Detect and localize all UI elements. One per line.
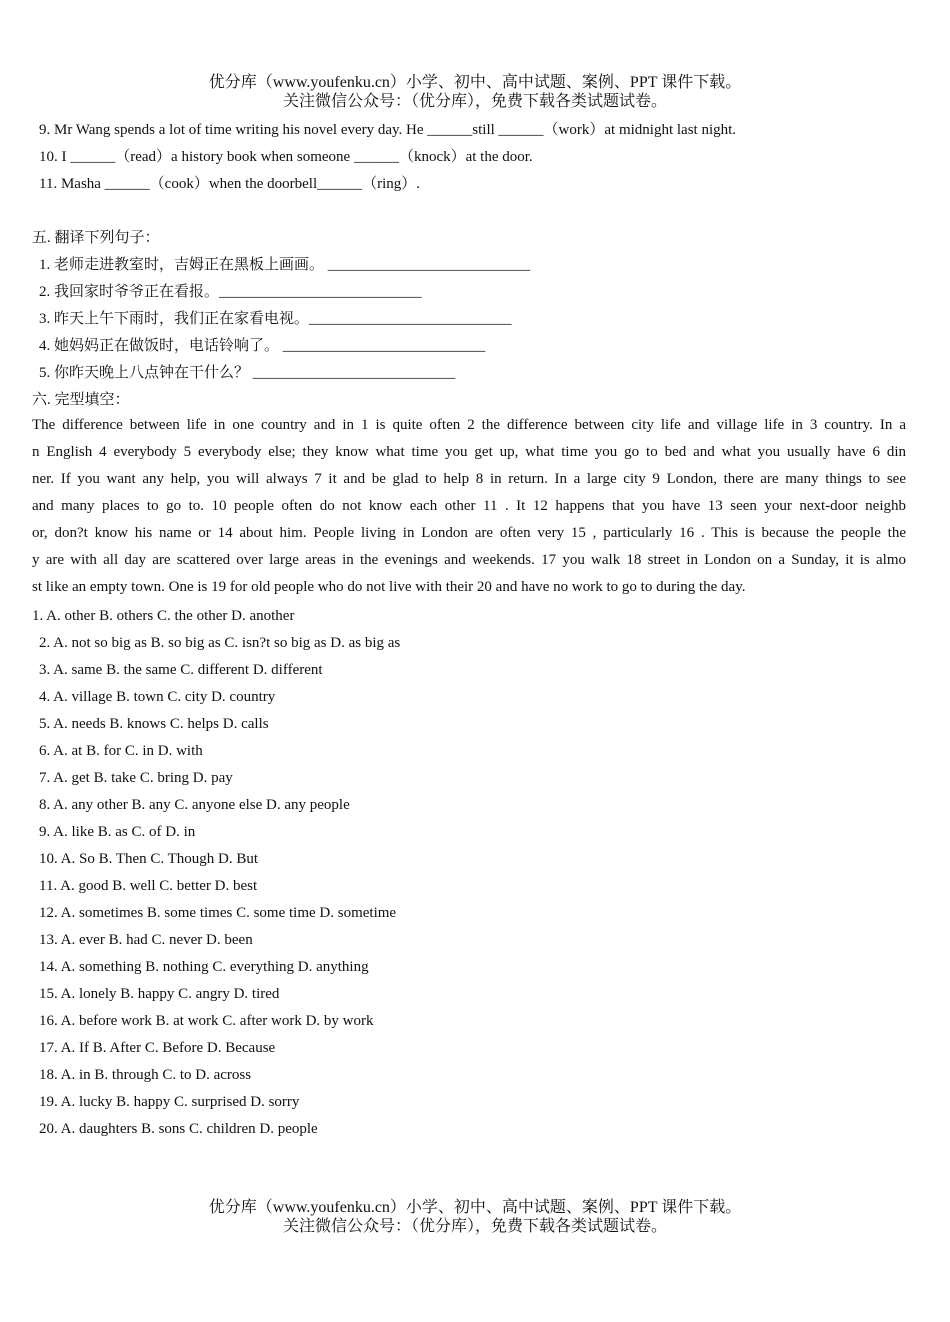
translate-item-5: 5. 你昨天晚上八点钟在干什么？ ___________________________ — [39, 365, 456, 381]
passage-line: The difference between life in one country and in 1 is quite often 2 the difference between city life and village life in 3 country. In a — [32, 417, 906, 433]
header-line-2: 关注微信公众号：（优分库），免费下载各类试题试卷。 — [282, 93, 667, 110]
translate-item-3: 3. 昨天上午下雨时，我们正在家看电视。___________________________ — [39, 311, 512, 327]
fill-item-10: 10. I ______（read）a history book when someone ______（knock）at the door. — [39, 149, 533, 165]
passage-line: and many places to go to. 10 people often do not know each other 11 . It 12 happens that you have 13 seen your next-door neighb — [32, 498, 906, 514]
passage-line: n English 4 everybody 5 everybody else; they know what time you get up, what time you go to bed and what you usually have 6 din — [32, 444, 906, 460]
passage-line: y are with all day are scattered over large areas in the evenings and weekends. 17 you walk 18 street in London on a Sunday, it is almo — [32, 552, 906, 568]
translate-item-2: 2. 我回家时爷爷正在看报。___________________________ — [39, 284, 422, 300]
fill-item-11: 11. Masha ______（cook）when the doorbell______（ring）. — [39, 176, 421, 192]
translate-item-4: 4. 她妈妈正在做饭时，电话铃响了。 ___________________________ — [39, 338, 486, 354]
footer-line-1: 优分库（www.youfenku.cn）小学、初中、高中试题、案例、PPT 课件下载。 — [208, 1199, 742, 1216]
option-row-14: 14. A. something B. nothing C. everything D. anything — [39, 959, 369, 975]
page-footer — [0, 1198, 950, 1236]
option-row-10: 10. A. So B. Then C. Though D. But — [39, 851, 259, 867]
option-row-18: 18. A. in B. through C. to D. across — [39, 1067, 252, 1083]
option-row-7: 7. A. get B. take C. bring D. pay — [39, 770, 233, 786]
section-6-title: 六. 完型填空： — [32, 392, 130, 408]
option-row-1: 1. A. other B. others C. the other D. another — [32, 608, 295, 624]
option-row-20: 20. A. daughters B. sons C. children D. people — [39, 1121, 318, 1137]
option-row-16: 16. A. before work B. at work C. after work D. by work — [39, 1013, 374, 1029]
option-row-12: 12. A. sometimes B. some times C. some time D. sometime — [39, 905, 397, 921]
fill-item-9: 9. Mr Wang spends a lot of time writing his novel every day. He ______still ______（work）at midnight last night. — [39, 122, 737, 138]
option-row-3: 3. A. same B. the same C. different D. different — [39, 662, 323, 678]
option-row-15: 15. A. lonely B. happy C. angry D. tired — [39, 986, 280, 1002]
header-line-1: 优分库（www.youfenku.cn）小学、初中、高中试题、案例、PPT 课件下载。 — [208, 74, 742, 91]
passage-line: or, don?t know his name or 14 about him. People living in London are often very 15 , particularly 16 . This is because the people the — [32, 525, 906, 541]
passage-line: ner. If you want any help, you will always 7 it and be glad to help 8 in return. In a large city 9 London, there are many things to see — [32, 471, 906, 487]
option-row-11: 11. A. good B. well C. better D. best — [39, 878, 258, 894]
option-row-6: 6. A. at B. for C. in D. with — [39, 743, 203, 759]
option-row-17: 17. A. If B. After C. Before D. Because — [39, 1040, 276, 1056]
option-row-8: 8. A. any other B. any C. anyone else D. any people — [39, 797, 350, 813]
passage-line: st like an empty town. One is 19 for old people who do not live with their 20 and have no work to go to during the day. — [32, 579, 746, 595]
option-row-13: 13. A. ever B. had C. never D. been — [39, 932, 253, 948]
option-row-5: 5. A. needs B. knows C. helps D. calls — [39, 716, 269, 732]
section-5-title: 五. 翻译下列句子： — [32, 230, 160, 246]
option-row-2: 2. A. not so big as B. so big as C. isn?t so big as D. as big as — [39, 635, 401, 651]
footer-line-2: 关注微信公众号：（优分库），免费下载各类试题试卷。 — [282, 1218, 667, 1235]
option-row-4: 4. A. village B. town C. city D. country — [39, 689, 276, 705]
option-row-19: 19. A. lucky B. happy C. surprised D. sorry — [39, 1094, 300, 1110]
option-row-9: 9. A. like B. as C. of D. in — [39, 824, 196, 840]
page-header — [0, 73, 950, 111]
translate-item-1: 1. 老师走进教室时，吉姆正在黑板上画画。 ___________________________ — [39, 257, 531, 273]
cloze-passage — [32, 412, 906, 601]
